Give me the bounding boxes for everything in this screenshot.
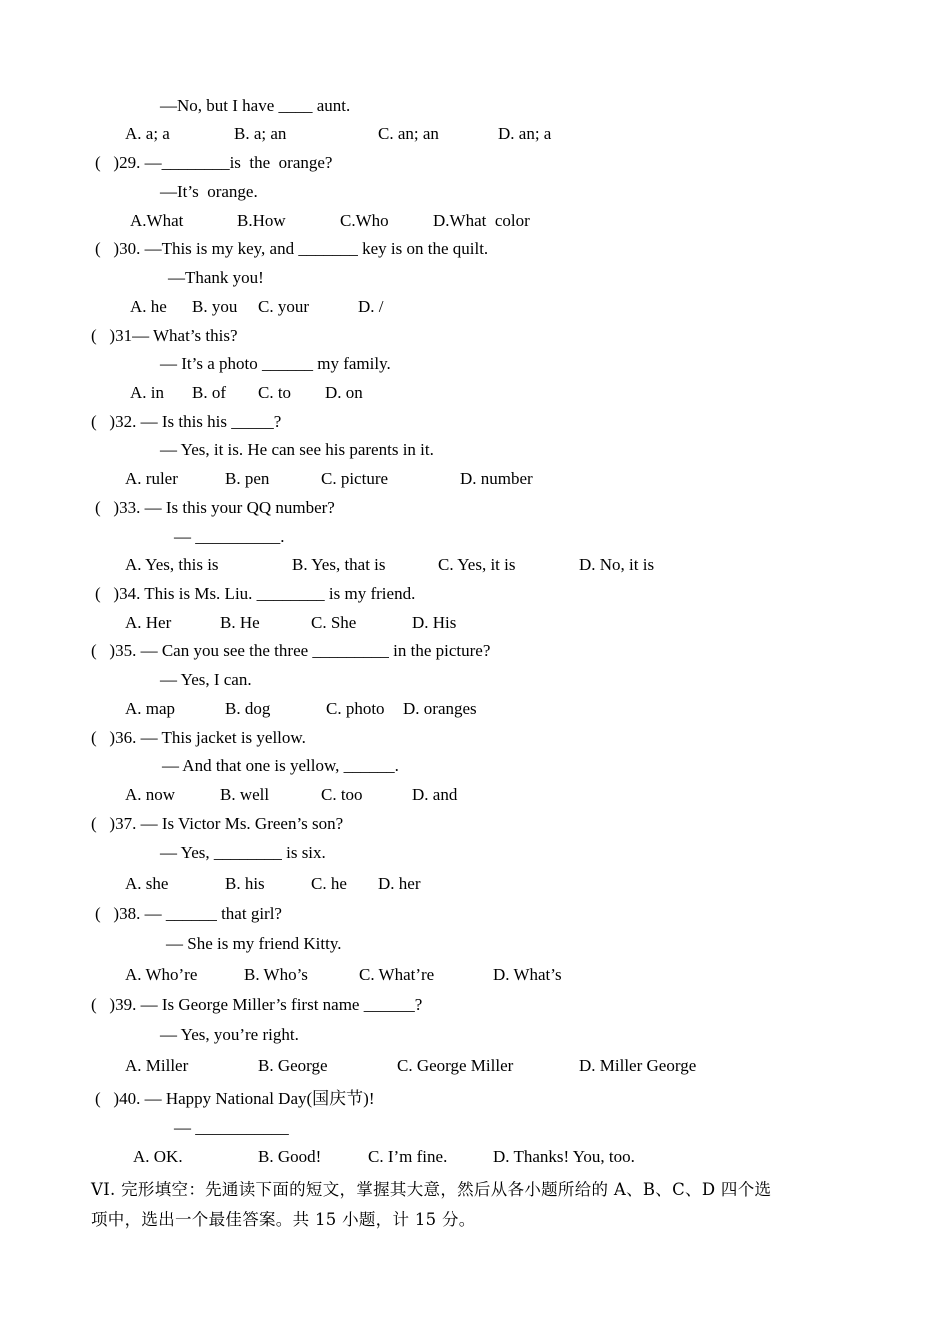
option-b: B. He [220, 613, 260, 632]
option-b: B. of [192, 383, 226, 402]
option-d: D. No, it is [579, 555, 655, 574]
option-d: D. His [412, 613, 457, 632]
question-33: ( )33. — Is this your QQ number? [95, 498, 335, 517]
option-d: D. number [460, 469, 533, 488]
option-b: B. a; an [234, 124, 287, 143]
question-38: ( )38. — ______ that girl? [95, 904, 282, 923]
option-c: C. your [258, 297, 309, 316]
option-b: B. Who’s [244, 965, 308, 984]
option-c: C. to [258, 383, 292, 402]
option-a: A. ruler [125, 469, 178, 488]
option-a: A. he [130, 297, 167, 316]
answer-line-36: — And that one is yellow, ______. [162, 756, 399, 775]
option-b: B. dog [225, 699, 271, 718]
answer-line-32: — Yes, it is. He can see his parents in it. [160, 440, 434, 459]
section-heading-line-1: VI. 完形填空：先通读下面的短文，掌握其大意，然后从各小题所给的 A、B、C、D 四个选 [91, 1180, 772, 1199]
option-d: D.What color [433, 211, 530, 230]
option-c: C. an; an [378, 124, 439, 143]
option-a: A.What [130, 211, 184, 230]
option-b: B. well [220, 785, 270, 804]
option-c: C. I’m fine. [368, 1147, 448, 1166]
option-a: A. Her [125, 613, 172, 632]
answer-line-37: — Yes, ________ is six. [160, 843, 326, 862]
question-34: ( )34. This is Ms. Liu. ________ is my friend. [95, 584, 416, 603]
option-a: A. Miller [125, 1056, 189, 1075]
answer-line-30: —Thank you! [168, 268, 264, 287]
option-d: D. oranges [403, 699, 477, 718]
option-b: B. Good! [258, 1147, 322, 1166]
answer-line-33: — __________. [174, 527, 285, 546]
answer-line-35: — Yes, I can. [160, 670, 252, 689]
option-c: C. Yes, it is [438, 555, 516, 574]
option-b: B.How [237, 211, 286, 230]
option-b: B. pen [225, 469, 270, 488]
option-d: D. Thanks! You, too. [493, 1147, 635, 1166]
option-a: A. in [130, 383, 164, 402]
question-32: ( )32. — Is this his _____? [91, 412, 282, 431]
answer-line-40: — ___________ [174, 1118, 289, 1137]
option-d: D. and [412, 785, 458, 804]
question-30: ( )30. —This is my key, and _______ key is on the quilt. [95, 239, 489, 258]
answer-line-29: —It’s orange. [160, 182, 258, 201]
answer-line-39: — Yes, you’re right. [160, 1025, 299, 1044]
option-d: D. her [378, 874, 421, 893]
question-39: ( )39. — Is George Miller’s first name ______? [91, 995, 423, 1014]
option-d: D. an; a [498, 124, 552, 143]
question-31: ( )31— What’s this? [91, 326, 238, 345]
option-b: B. his [225, 874, 265, 893]
option-a: A. Yes, this is [125, 555, 219, 574]
option-a: A. OK. [133, 1147, 183, 1166]
option-c: C. What’re [359, 965, 435, 984]
option-c: C. She [311, 613, 357, 632]
section-heading-line-2: 项中，选出一个最佳答案。共 15 小题，计 15 分。 [91, 1210, 476, 1229]
answer-line-31: — It’s a photo ______ my family. [160, 354, 391, 373]
option-c: C.Who [340, 211, 389, 230]
question-29: ( )29. —________is the orange? [95, 153, 333, 172]
answer-line-38: — She is my friend Kitty. [166, 934, 342, 953]
option-a: A. a; a [125, 124, 170, 143]
question-37: ( )37. — Is Victor Ms. Green’s son? [91, 814, 344, 833]
answer-line-28: —No, but I have ____ aunt. [160, 96, 351, 115]
question-35: ( )35. — Can you see the three _________ in the picture? [91, 641, 491, 660]
option-a: A. she [125, 874, 169, 893]
question-36: ( )36. — This jacket is yellow. [91, 728, 306, 747]
option-c: C. he [311, 874, 347, 893]
option-c: C. picture [321, 469, 389, 488]
option-d: D. on [325, 383, 363, 402]
option-a: A. Who’re [125, 965, 198, 984]
option-a: A. now [125, 785, 176, 804]
option-b: B. George [258, 1056, 328, 1075]
option-b: B. Yes, that is [292, 555, 386, 574]
option-c: C. photo [326, 699, 385, 718]
option-b: B. you [192, 297, 238, 316]
option-d: D. Miller George [579, 1056, 697, 1075]
option-c: C. too [321, 785, 363, 804]
option-d: D. What’s [493, 965, 562, 984]
question-40: ( )40. — Happy National Day(国庆节)! [95, 1089, 375, 1108]
option-d: D. / [358, 297, 384, 316]
option-a: A. map [125, 699, 176, 718]
option-c: C. George Miller [397, 1056, 514, 1075]
